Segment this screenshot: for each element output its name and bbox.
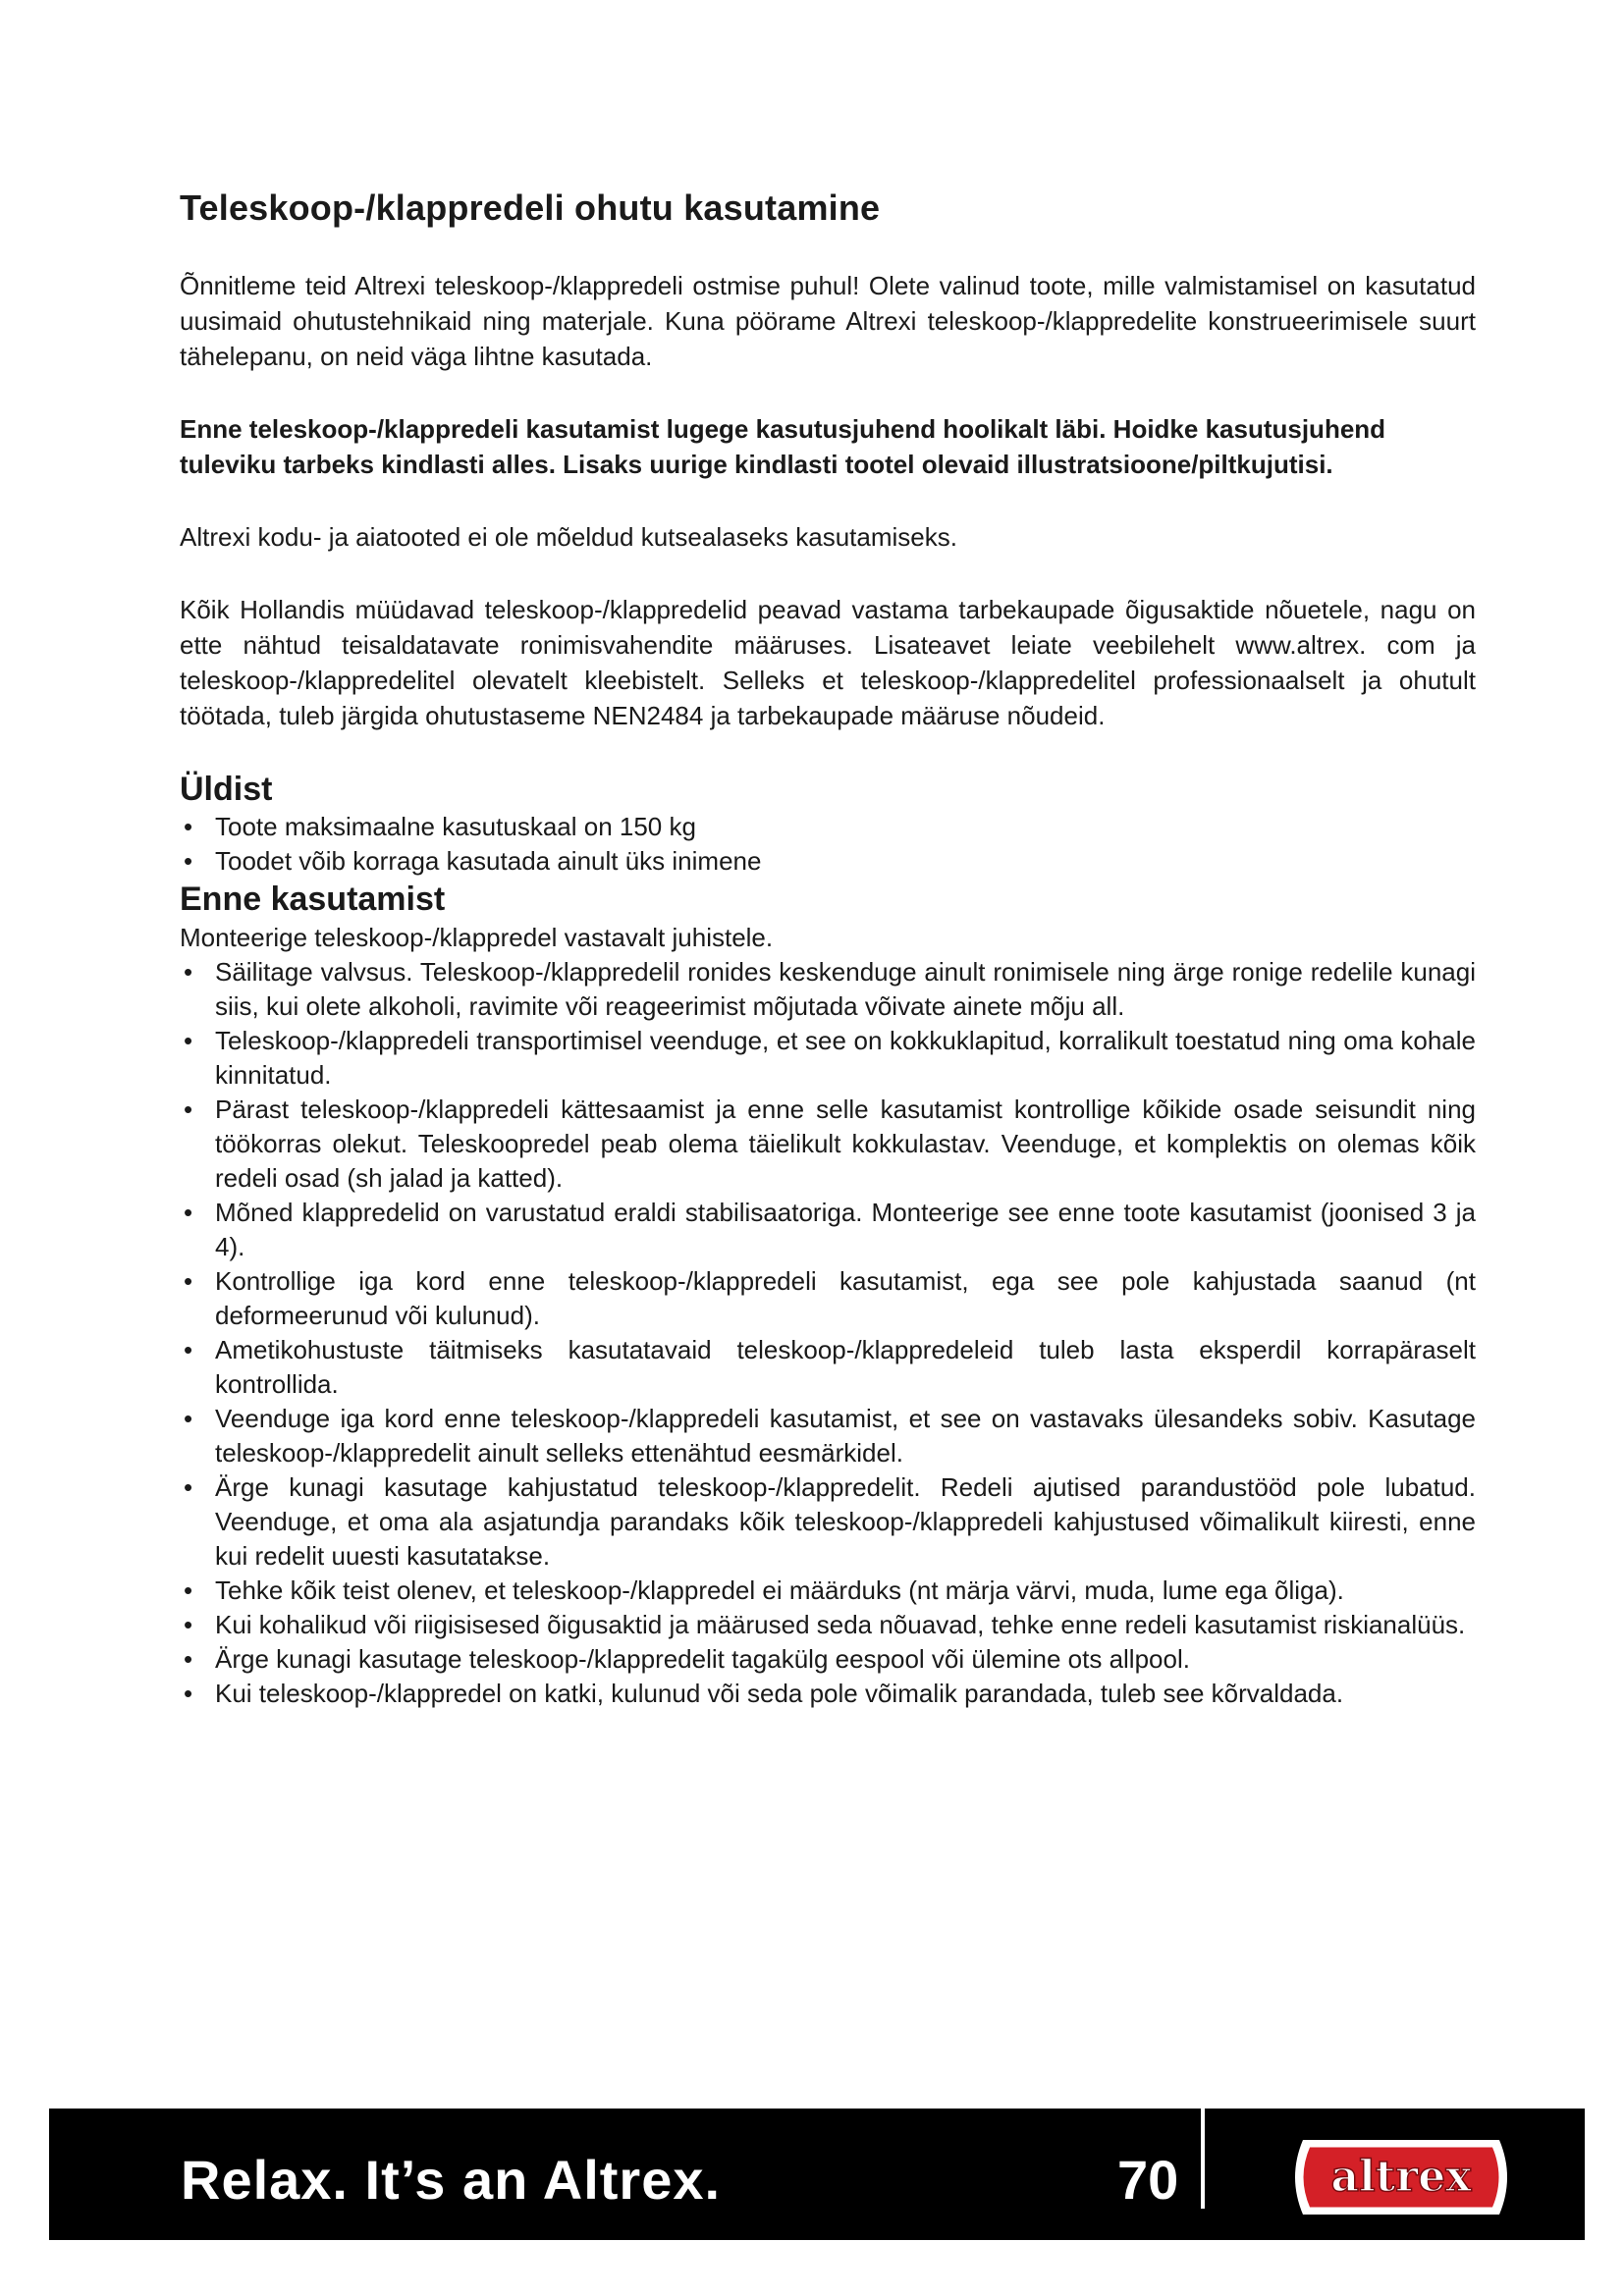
footer-divider [1201,2109,1205,2209]
footer-bar [49,2109,1585,2240]
regulations-paragraph: Kõik Hollandis müüdavad teleskoop-/klappredelid peavad vastama tarbekaupade õigusaktide nõuetele, nagu on ette nähtud teisaldatavate ronimisvahendite määruses. Lisateavet leiate veebilehelt www.altrex. com ja teleskoop-/klappredelitel olevatelt kleebistelt. Selleks et teleskoop-/klappredelitel professionaalselt ja ohutult töötada, tuleb järgida ohutustaseme NEN2484 ja tarbekaupade määruse nõudeid. [180,595,1476,731]
list-item: • Ärge kunagi kasutage kahjustatud teleskoop-/klappredelit. Redeli ajutised parandustööd pole lubatud. Veenduge, et oma ala asjatundja parandaks kõik teleskoop-/klappredeli kahjustused võimalikult kiiresti, enne kui redelit uuesti kasutatakse. [184,1472,1476,1572]
bullet-icon: • [184,812,193,842]
bullet-icon: • [184,1575,193,1606]
bullet-icon: • [184,1335,193,1365]
bullet-icon: • [184,1095,193,1125]
bullet-icon: • [184,1266,193,1297]
bullet-icon: • [184,1472,193,1503]
list-item: • Tehke kõik teist olenev, et teleskoop-/klappredel ei määrduks (nt märja värvi, muda, lume ega õliga). [180,1574,1476,1608]
list-item: • Toodet võib korraga kasutada ainult üks inimene [180,844,1476,879]
page-title: Teleskoop-/klappredeli ohutu kasutamine [180,187,881,228]
logo-text: altrex [1330,2152,1472,2202]
bullet-icon: • [184,1198,193,1228]
list-item: • Kontrollige iga kord enne teleskoop-/klappredeli kasutamist, ega see pole kahjustada saanud (nt deformeerunud või kulunud). [184,1266,1476,1331]
bullet-icon: • [184,1679,193,1709]
footer-slogan: Relax. It’s an Altrex. [181,2149,722,2211]
before-use-list [180,955,1476,1711]
list-item: • Ärge kunagi kasutage teleskoop-/klappredelit tagakülg eespool või ülemine ots allpool. [180,1642,1476,1677]
bullet-icon: • [184,957,193,988]
list-item: • Kui kohalikud või riigisisesed õigusaktid ja määrused seda nõuavad, tehke enne redeli kasutamist riskianalüüs. [180,1608,1476,1642]
bullet-icon: • [184,1644,193,1675]
list-item: • Kui teleskoop-/klappredel on katki, kulunud või seda pole võimalik parandada, tuleb see kõrvaldada. [180,1677,1476,1711]
list-item: • Pärast teleskoop-/klappredeli kättesaamist ja enne selle kasutamist kontrollige kõikide osade seisundit ning töökorras olekut. Teleskoopredel peab olema täielikult kokkulastav. Veenduge, et komplektis on olemas kõik redeli osad (sh jalad ja katted). [184,1095,1476,1194]
bullet-icon: • [184,1404,193,1434]
before-use-heading: Enne kasutamist [180,881,446,919]
altrex-logo [1283,2132,1519,2222]
before-use-lead: Monteerige teleskoop-/klappredel vastavalt juhistele. [180,923,774,953]
bullet-icon: • [184,1610,193,1640]
list-item: • Säilitage valvsus. Teleskoop-/klappredelil ronides keskenduge ainult ronimisele ning ärge ronige redelile kunagi siis, kui olete alkoholi, ravimite või reageerimist mõjutada võivate ainete mõju all. [184,957,1476,1022]
note-paragraph: Altrexi kodu- ja aiatooted ei ole mõeldud kutsealaseks kasutamiseks. [180,522,957,553]
bullet-icon: • [184,846,193,877]
bullet-icon: • [184,1026,193,1056]
general-list [180,810,1476,879]
intro-paragraph: Õnnitleme teid Altrexi teleskoop-/klappredeli ostmise puhul! Olete valinud toote, mille valmistamisel on kasutatud uusimaid ohutustehnikaid ning materjale. Kuna pöörame Altrexi teleskoop-/klappredelite konstrueerimisele suurt tähelepanu, on neid väga lihtne kasutada. [180,271,1476,372]
list-item: • Veenduge iga kord enne teleskoop-/klappredeli kasutamist, et see on vastavaks ülesandeks sobiv. Kasutage teleskoop-/klappredelit ainult selleks ettenähtud eesmärkidel. [184,1404,1476,1468]
list-item: • Toote maksimaalne kasutuskaal on 150 kg [180,810,1476,844]
warning-paragraph: Enne teleskoop-/klappredeli kasutamist lugege kasutusjuhend hoolikalt läbi. Hoidke kasutusjuhend tuleviku tarbeks kindlasti alles. Lisaks uurige kindlasti tootel olevaid illustratsioone/piltkujutisi. [180,414,1386,480]
document-page [180,187,1476,1711]
general-heading: Üldist [180,771,273,809]
list-item: • Ametikohustuste täitmiseks kasutatavaid teleskoop-/klappredeleid tuleb lasta eksperdil korrapäraselt kontrollida. [184,1335,1476,1400]
page-number: 70 [1117,2149,1179,2211]
list-item: • Teleskoop-/klappredeli transportimisel veenduge, et see on kokkuklapitud, korralikult toestatud ning oma kohale kinnitatud. [184,1026,1476,1091]
list-item: • Mõned klappredelid on varustatud eraldi stabilisaatoriga. Monteerige see enne toote kasutamist (joonised 3 ja 4). [184,1198,1476,1262]
